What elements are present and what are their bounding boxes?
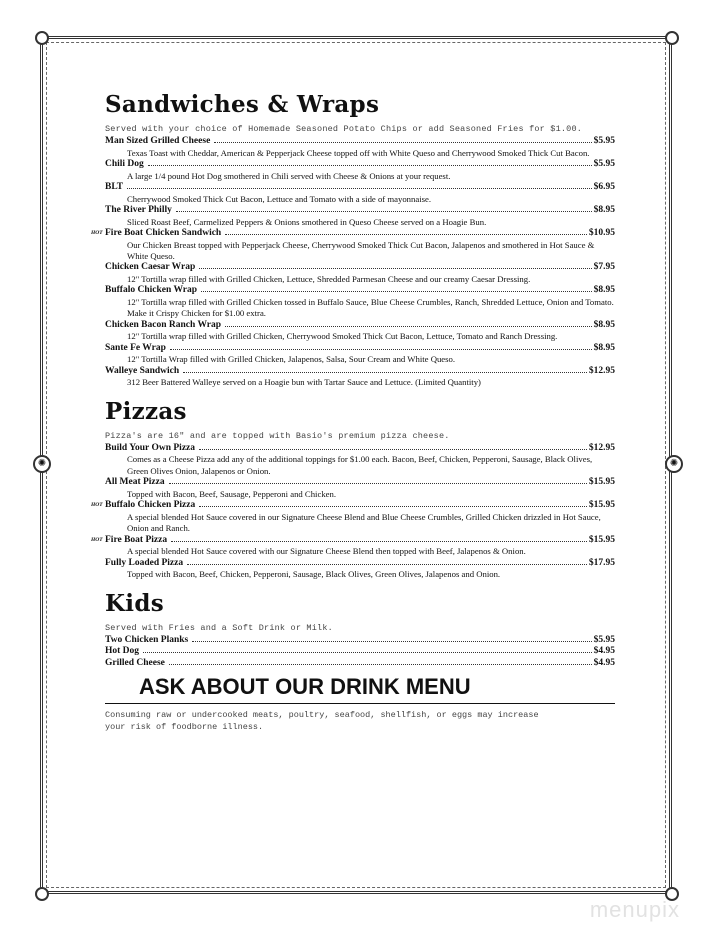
menu-item-price: $15.95 bbox=[588, 534, 615, 545]
menu-item-price: $8.95 bbox=[593, 342, 615, 353]
leader-dots bbox=[199, 449, 587, 450]
menu-item-name: Chili Dog bbox=[105, 159, 144, 169]
menu-item-description: A special blended Hot Sauce covered with our Signature Cheese Blend then topped with Beef, Jalapenos & Onion. bbox=[127, 546, 526, 557]
menu-item bbox=[105, 635, 615, 647]
menu-item bbox=[105, 658, 615, 670]
food-warning-line: your risk of foodborne illness. bbox=[105, 722, 264, 733]
menu-item-price: $5.95 bbox=[593, 634, 615, 645]
menu-item-price: $12.95 bbox=[588, 365, 615, 376]
menu-item-description: 312 Beer Battered Walleye served on a Hoagie bun with Tartar Sauce and Lettuce. (Limited Quantity) bbox=[127, 377, 481, 388]
menu-item-row bbox=[105, 366, 615, 378]
menu-item-price: $17.95 bbox=[588, 557, 615, 568]
leader-dots bbox=[214, 142, 591, 143]
menu-item bbox=[105, 646, 615, 658]
leader-dots bbox=[176, 211, 592, 212]
menu-item-price: $8.95 bbox=[593, 205, 615, 215]
menu-item bbox=[105, 205, 615, 228]
menu-item-row bbox=[105, 159, 615, 171]
menu-content bbox=[91, 88, 615, 735]
menu-item bbox=[91, 228, 615, 262]
menu-item-price: $6.95 bbox=[593, 182, 615, 192]
menu-item-name: Fire Boat Pizza bbox=[105, 534, 168, 545]
menu-item-row bbox=[105, 262, 615, 274]
menu-item-description: Topped with Bacon, Beef, Chicken, Pepperoni, Sausage, Black Olives, Green Olives, Jalapenos and Onion. bbox=[127, 569, 501, 580]
menu-item-description: 12" Tortilla Wrap filled with Grilled Chicken, Jalapenos, Salsa, Sour Cream and White Queso. bbox=[127, 354, 456, 365]
leader-dots bbox=[183, 372, 587, 373]
menu-list-sandwiches bbox=[91, 136, 615, 389]
menu-item bbox=[105, 320, 615, 343]
menu-item-name: Chicken Caesar Wrap bbox=[105, 262, 196, 273]
menu-item bbox=[105, 182, 615, 205]
menu-item-price: $12.95 bbox=[588, 442, 615, 453]
menu-item-row bbox=[105, 320, 615, 332]
menu-item-description: 12" Tortilla wrap filled with Grilled Chicken, Cherrywood Smoked Thick Cut Bacon, Lettuce, Tomato and Ranch Dressing. bbox=[127, 331, 558, 342]
section-note-kids: Served with Fries and a Soft Drink or Milk. bbox=[105, 622, 333, 633]
menu-item bbox=[105, 159, 615, 182]
corner-ornament bbox=[35, 31, 49, 45]
menu-item-price: $4.95 bbox=[593, 657, 615, 668]
section-note-sandwiches: Served with your choice of Homemade Seasoned Potato Chips or add Seasoned Fries for $1.00. bbox=[105, 124, 583, 134]
menu-item-price: $5.95 bbox=[593, 136, 615, 146]
leader-dots bbox=[169, 664, 592, 665]
menu-item-description: A large 1/4 pound Hot Dog smothered in Chili served with Cheese & Onions at your request. bbox=[127, 170, 451, 181]
menu-item bbox=[105, 443, 615, 477]
leader-dots bbox=[192, 641, 591, 642]
menu-item-description: Our Chicken Breast topped with Pepperjack Cheese, Cherrywood Smoked Thick Cut Bacon, Jalapenos and smothered in Hot Sauce & White Queso. bbox=[127, 239, 595, 261]
menu-item-price: $10.95 bbox=[588, 228, 615, 238]
leader-dots bbox=[225, 234, 587, 235]
menu-item-price: $8.95 bbox=[593, 319, 615, 330]
food-warning-line: Consuming raw or undercooked meats, poultry, seafood, shellfish, or eggs may increase bbox=[105, 710, 539, 721]
menu-item-description: 12" Tortilla wrap filled with Grilled Chicken tossed in Buffalo Sauce, Blue Cheese Crumbles, Ranch, Shredded Lettuce, Onion and Tomato. Make it Crispy Chicken for $1.00 extra. bbox=[127, 297, 614, 319]
menu-item-name: Sante Fe Wrap bbox=[105, 342, 166, 353]
menu-item-row bbox=[105, 205, 615, 217]
hot-label: HOT bbox=[91, 536, 103, 543]
menu-item bbox=[105, 285, 615, 319]
menu-item bbox=[105, 136, 615, 159]
menu-item bbox=[105, 343, 615, 366]
menu-item-name: Two Chicken Planks bbox=[105, 634, 189, 645]
menu-item-description: A special blended Hot Sauce covered in our Signature Cheese Blend and Blue Cheese Crumbles, Grilled Chicken drizzled in Hot Sauce, Onion and Ranch. bbox=[127, 511, 601, 534]
menu-item-row bbox=[105, 558, 615, 570]
menu-item bbox=[105, 366, 615, 389]
menu-item-row bbox=[105, 343, 615, 355]
menu-item bbox=[105, 477, 615, 500]
menu-item-price: $15.95 bbox=[588, 500, 615, 511]
leader-dots bbox=[127, 188, 591, 189]
menu-item-name: Walleye Sandwich bbox=[105, 365, 180, 376]
menu-list-kids bbox=[105, 635, 615, 670]
menu-item-price: $4.95 bbox=[593, 646, 615, 657]
menu-item-name: Grilled Cheese bbox=[105, 657, 165, 668]
compass-ornament-icon: ✺ bbox=[665, 455, 683, 473]
menu-list-pizzas bbox=[91, 442, 615, 581]
hot-label: HOT bbox=[91, 502, 103, 509]
leader-dots bbox=[169, 483, 587, 484]
section-title-sandwiches: Sandwiches & Wraps bbox=[105, 91, 380, 118]
menu-item-row bbox=[105, 136, 615, 148]
menu-item bbox=[105, 262, 615, 285]
watermark-logo: menupix bbox=[589, 897, 680, 922]
menu-item-name: Fire Boat Chicken Sandwich bbox=[105, 228, 222, 238]
leader-dots bbox=[199, 268, 591, 269]
menu-item-name: The River Philly bbox=[105, 205, 172, 215]
menu-item-description: 12" Tortilla wrap filled with Grilled Chicken, Lettuce, Shredded Parmesan Cheese and our creamy Caesar Dressing. bbox=[127, 274, 531, 284]
corner-ornament bbox=[665, 31, 679, 45]
menu-item-row bbox=[105, 658, 615, 670]
menu-item-name: Buffalo Chicken Wrap bbox=[105, 285, 198, 296]
menu-item-price: $7.95 bbox=[593, 262, 615, 273]
menu-item-price: $15.95 bbox=[588, 477, 615, 488]
menu-item-row bbox=[105, 182, 615, 194]
menu-item bbox=[105, 558, 615, 581]
menu-item-name: Buffalo Chicken Pizza bbox=[105, 500, 196, 511]
section-note-pizzas: Pizza's are 16" and are topped with Basio's premium pizza cheese. bbox=[105, 430, 450, 441]
food-warning bbox=[105, 707, 615, 735]
drink-menu-banner: ASK ABOUT OUR DRINK MENU bbox=[105, 673, 615, 704]
menu-item-row bbox=[105, 635, 615, 647]
menu-item-name: Hot Dog bbox=[105, 646, 140, 657]
menu-item-description: Cherrywood Smoked Thick Cut Bacon, Lettuce and Tomato with a side of mayonnaise. bbox=[127, 193, 432, 204]
section-title-kids: Kids bbox=[105, 589, 164, 617]
menu-item bbox=[91, 534, 615, 558]
menu-item-name: BLT bbox=[105, 182, 124, 192]
section-title-pizzas: Pizzas bbox=[105, 397, 187, 425]
compass-ornament-icon: ✺ bbox=[33, 455, 51, 473]
menu-item-name: All Meat Pizza bbox=[105, 477, 165, 488]
menu-item-name: Chicken Bacon Ranch Wrap bbox=[105, 319, 222, 330]
menu-item-description: Comes as a Cheese Pizza add any of the additional toppings for $1.00 each. Bacon, Beef, Chicken, Pepperoni, Sausage, Black Olives, Green Olives Onion, Jalapenos or Onion. bbox=[127, 454, 593, 476]
leader-dots bbox=[143, 652, 592, 653]
leader-dots bbox=[187, 564, 587, 565]
menu-item-row bbox=[105, 443, 615, 455]
leader-dots bbox=[199, 506, 587, 507]
hot-label: HOT bbox=[91, 230, 103, 236]
corner-ornament bbox=[35, 887, 49, 901]
menu-item-row bbox=[105, 285, 615, 297]
leader-dots bbox=[148, 165, 592, 166]
menu-item-name: Fully Loaded Pizza bbox=[105, 557, 184, 568]
menu-item bbox=[91, 500, 615, 534]
leader-dots bbox=[171, 541, 587, 542]
menu-item-row bbox=[105, 500, 615, 512]
menu-item-row bbox=[105, 535, 615, 547]
menu-item-description: Texas Toast with Cheddar, American & Pepperjack Cheese topped off with White Queso and Cherrywood Smoked Thick Cut Bacon. bbox=[127, 147, 590, 158]
menu-item-row bbox=[105, 646, 615, 658]
menu-item-name: Man Sized Grilled Cheese bbox=[105, 136, 211, 146]
menu-item-description: Sliced Roast Beef, Carmelized Peppers & Onions smothered in Queso Cheese served on a Hoagie Bun. bbox=[127, 216, 487, 227]
menu-item-row bbox=[105, 228, 615, 240]
menu-item-price: $8.95 bbox=[593, 285, 615, 296]
leader-dots bbox=[170, 349, 592, 350]
leader-dots bbox=[201, 291, 592, 292]
menu-item-row bbox=[105, 477, 615, 489]
menu-item-description: Topped with Bacon, Beef, Sausage, Pepperoni and Chicken. bbox=[127, 488, 337, 499]
leader-dots bbox=[225, 326, 592, 327]
menu-item-name: Build Your Own Pizza bbox=[105, 442, 195, 453]
menu-item-price: $5.95 bbox=[593, 159, 615, 169]
